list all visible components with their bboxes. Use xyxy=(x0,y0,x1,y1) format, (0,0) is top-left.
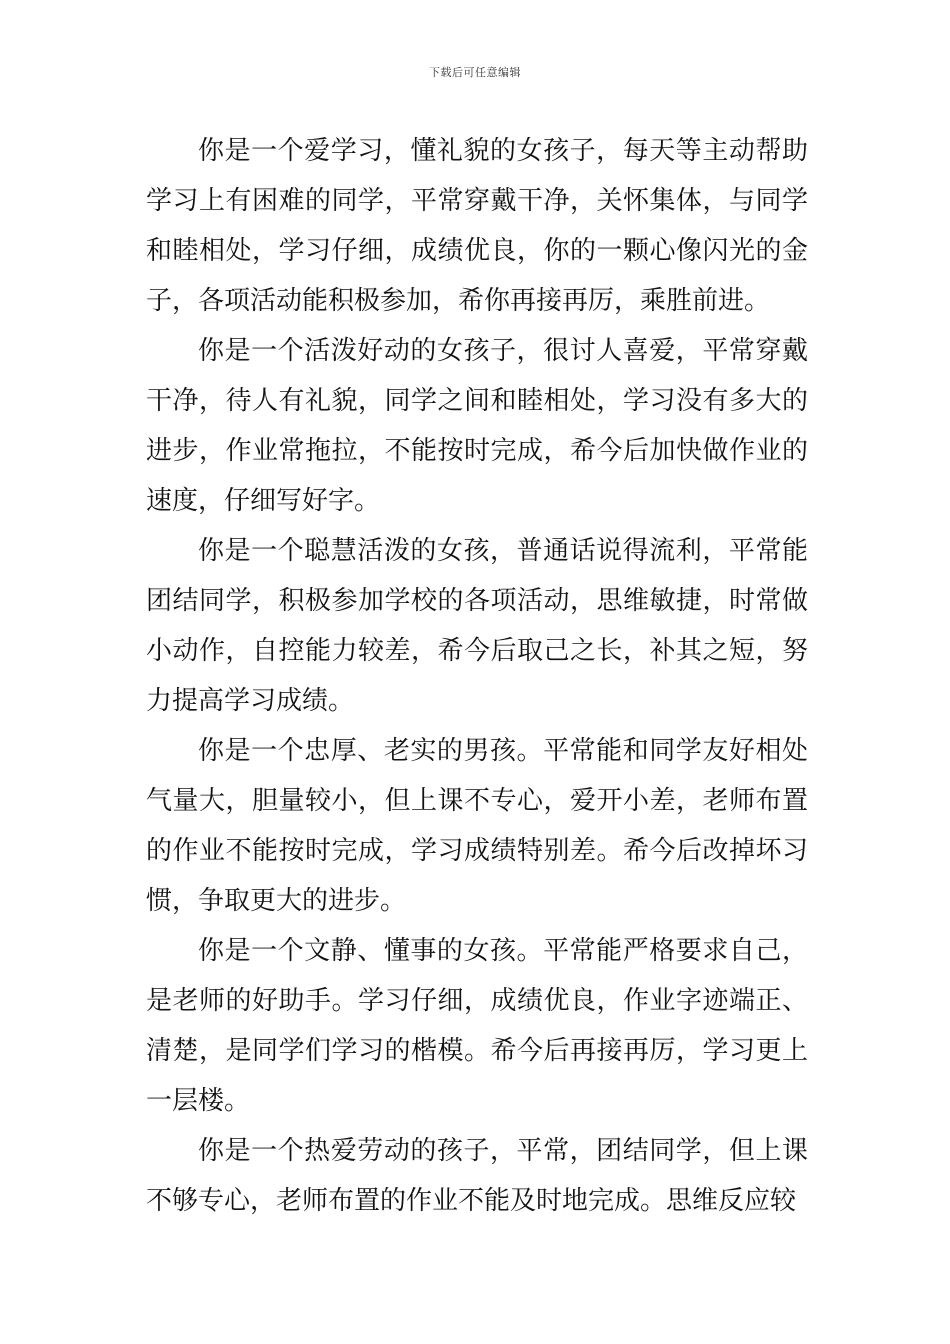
document-body xyxy=(146,126,808,1226)
comment-paragraph: 你是一个文静、懂事的女孩。平常能严格要求自己，是老师的好助手。学习仔细，成绩优良，作业字迹端正、清楚，是同学们学习的楷模。希今后再接再厉，学习更上一层楼。 xyxy=(146,936,808,1116)
comment-paragraph: 你是一个聪慧活泼的女孩，普通话说得流利，平常能团结同学，积极参加学校的各项活动，思维敏捷，时常做小动作，自控能力较差，希今后取己之长，补其之短，努力提高学习成绩。 xyxy=(146,536,808,716)
comment-paragraph: 你是一个忠厚、老实的男孩。平常能和同学友好相处气量大，胆量较小，但上课不专心，爱开小差，老师布置的作业不能按时完成，学习成绩特别差。希今后改掉坏习惯，争取更大的进步。 xyxy=(146,736,808,916)
page-header: 下载后可任意编辑 xyxy=(429,66,521,79)
comment-paragraph: 你是一个爱学习，懂礼貌的女孩子，每天等主动帮助学习上有困难的同学，平常穿戴干净，关怀集体，与同学和睦相处，学习仔细，成绩优良，你的一颗心像闪光的金子，各项活动能积极参加，希你再接再厉，乘胜前进。 xyxy=(146,136,808,316)
comment-paragraph: 你是一个活泼好动的女孩子，很讨人喜爱，平常穿戴干净，待人有礼貌，同学之间和睦相处，学习没有多大的进步，作业常拖拉，不能按时完成，希今后加快做作业的速度，仔细写好字。 xyxy=(146,336,808,516)
comment-paragraph: 你是一个热爱劳动的孩子，平常，团结同学，但上课不够专心，老师布置的作业不能及时地完成。思维反应较 xyxy=(146,1136,808,1216)
